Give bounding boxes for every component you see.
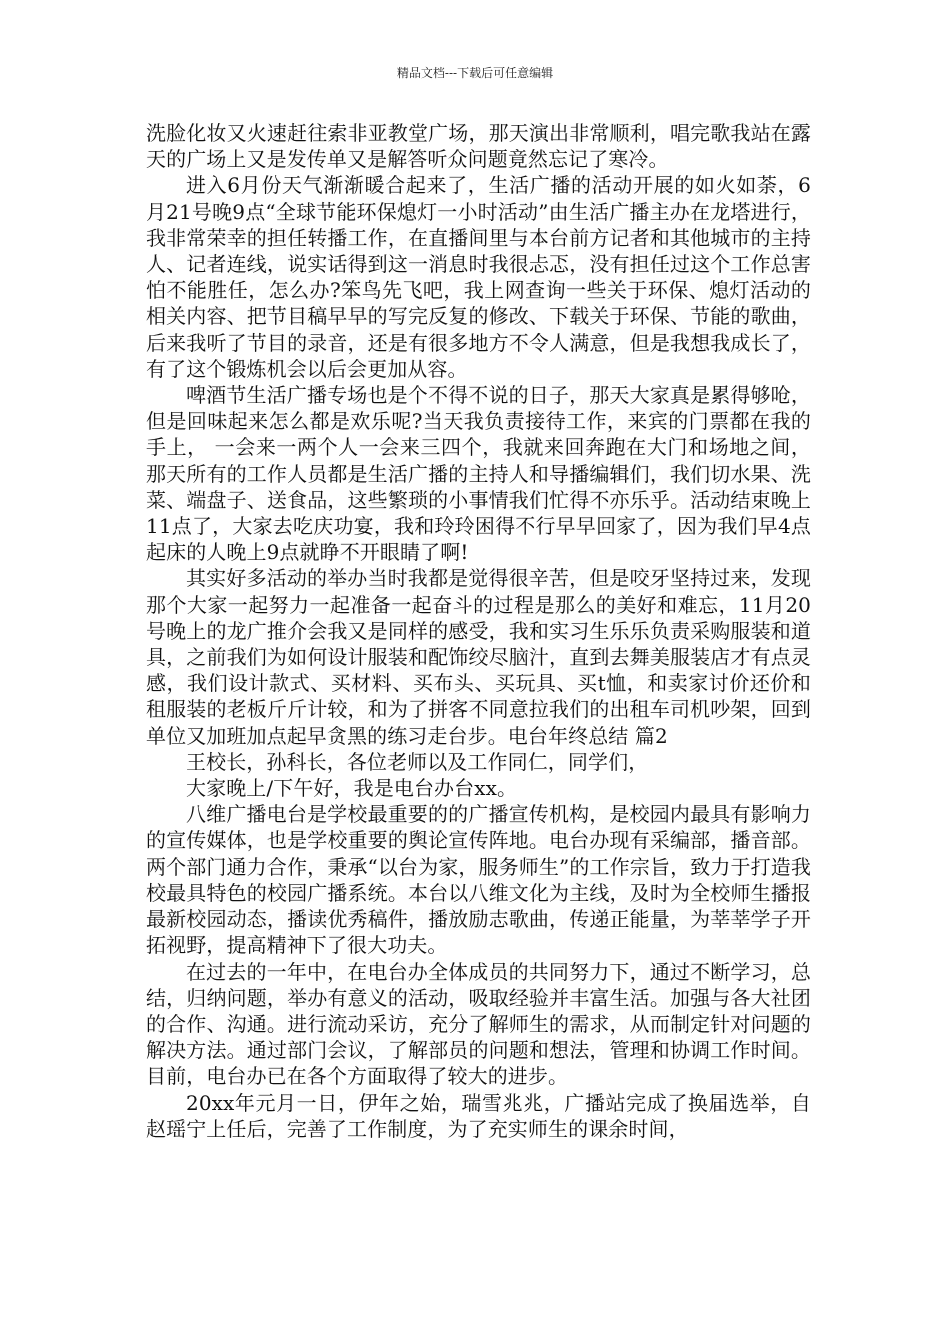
paragraph: 八维广播电台是学校最重要的的广播宣传机构，是校园内最具有影响力的宣传媒体，也是学校重要的舆论宣传阵地。电台办现有采编部，播音部。两个部门通力合作，秉承“以台为家，服务师生”的工作宗旨，致力于打造我校最具特色的校园广播系统。本台以八维文化为主线，及时为全校师生播报最新校园动态，播读优秀稿件，播放励志歌曲，传递正能量，为莘莘学子开拓视野，提高精神下了很大功夫。 [146, 802, 811, 958]
paragraph: 20xx年元月一日，伊年之始，瑞雪兆兆，广播站完成了换届选举，自赵瑶宁上任后，完善了工作制度，为了充实师生的课余时间， [146, 1090, 811, 1141]
document-body [146, 120, 811, 1142]
paragraph: 啤酒节生活广播专场也是个不得不说的日子，那天大家真是累得够呛，但是回味起来怎么都是欢乐呢?当天我负责接待工作，来宾的门票都在我的手上， 一会来一两个人一会来三四个，我就来回奔跑在大门和场地之间，那天所有的工作人员都是生活广播的主持人和导播编辑们，我们切水果、洗菜、端盘子、送食品，这些繁琐的小事情我们忙得不亦乐乎。活动结束晚上11点了，大家去吃庆功宴，我和玲玲困得不行早早回家了，因为我们早4点起床的人晚上9点就睁不开眼睛了啊! [146, 383, 811, 565]
page-header: 精品文档---下载后可任意编辑 [396, 66, 554, 80]
paragraph-continued: 洗脸化妆又火速赶往索非亚教堂广场，那天演出非常顺利，唱完歌我站在露天的广场上又是发传单又是解答听众问题竟然忘记了寒冷。 [146, 121, 811, 172]
paragraph: 在过去的一年中，在电台办全体成员的共同努力下，通过不断学习，总结，归纳问题，举办有意义的活动，吸取经验并丰富生活。加强与各大社团的合作、沟通。进行流动采访，充分了解师生的需求，从而制定针对问题的解决方法。通过部门会议，了解部员的问题和想法，管理和协调工作时间。目前，电台办已在各个方面取得了较大的进步。 [146, 959, 811, 1089]
paragraph: 进入6月份天气渐渐暖合起来了，生活广播的活动开展的如火如荼，6月21号晚9点“全球节能环保熄灯一小时活动”由生活广播主办在龙塔进行，我非常荣幸的担任转播工作，在直播间里与本台前方记者和其他城市的主持人、记者连线，说实话得到这一消息时我很忐忑，没有担任过这个工作总害怕不能胜任，怎么办?笨鸟先飞吧，我上网查询一些关于环保、熄灯活动的相关内容、把节目稿早早的写完反复的修改、下载关于环保、节能的歌曲，后来我听了节目的录音，还是有很多地方不令人满意，但是我想我成长了，有了这个锻炼机会以后会更加从容。 [146, 173, 811, 381]
greeting: 大家晚上/下午好，我是电台办台xx。 [186, 776, 518, 801]
salutation: 王校长，孙科长，各位老师以及工作同仁，同学们， [186, 749, 649, 774]
paragraph: 其实好多活动的举办当时我都是觉得很辛苦，但是咬牙坚持过来，发现那个大家一起努力一起准备一起奋斗的过程是那么的美好和难忘，11月20号晚上的龙广推介会我又是同样的感受，我和实习生乐乐负责采购服装和道具，之前我们为如何设计服装和配饰绞尽脑汁，直到去舞美服装店才有点灵感，我们设计款式、买材料、买布头、买玩具、买t恤，和卖家讨价还价和租服装的老板斤斤计较，和为了拼客不同意拉我们的出租车司机吵架，回到单位又加班加点起早贪黑的练习走台步。电台年终总结 篇2 [146, 566, 811, 748]
